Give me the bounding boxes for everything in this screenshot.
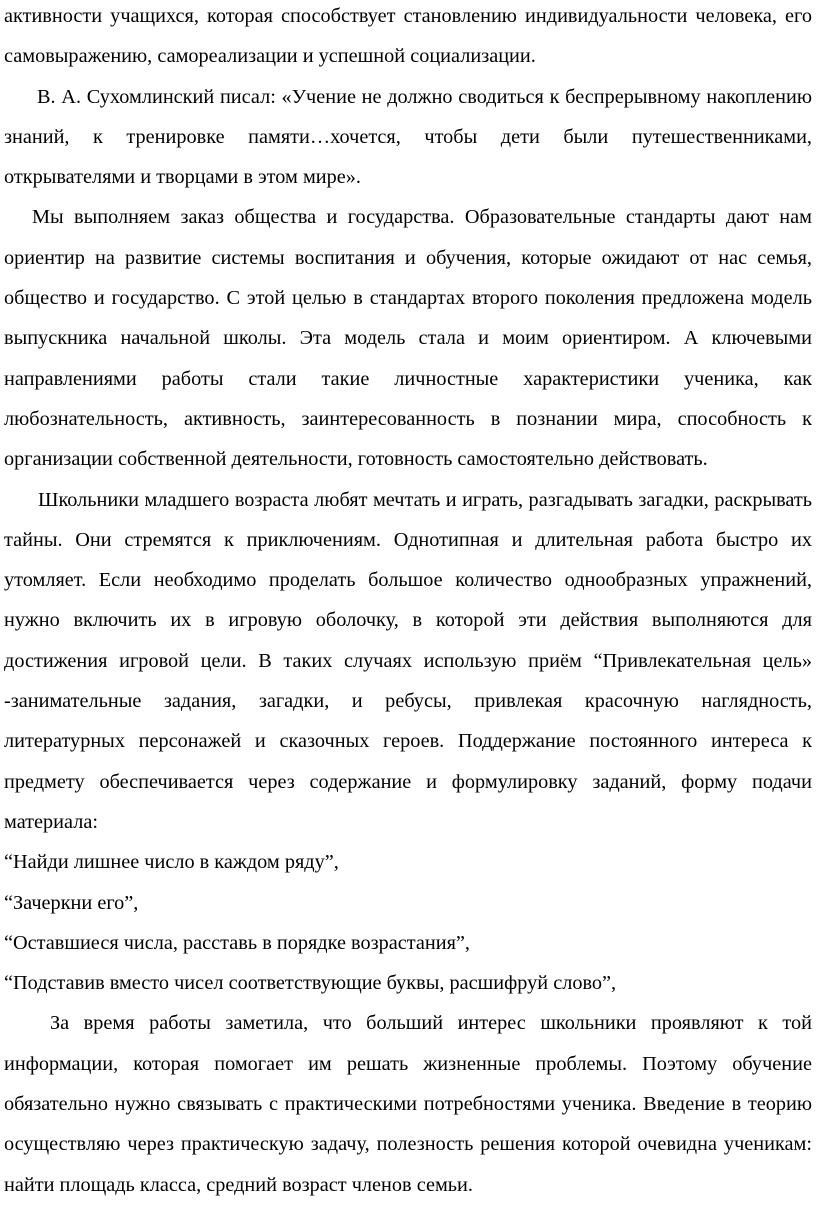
paragraph-young-schoolchildren: Школьники младшего возраста любят мечтать и играть, разгадывать загадки, раскрывать тайны. Они стремятся к приключениям. Однотипная и длительная работа быстро их утомляет. Если необходимо проделать большое количество однообразных упражнений, нужно включить их в игровую оболочку, в которой эти действия выполняются для достижения игровой цели. В таких случаях использую приём “Привлекательная цель» -занимательные задания, загадки, и ребусы, привлекая красочную наглядность, литературных персонажей и сказочных героев. Поддержание постоянного интереса к предмету обеспечивается через содержание и формулировку заданий, форму подачи материала: — [4, 488, 812, 833]
task-list-item: “Зачеркни его”, — [4, 891, 139, 914]
paragraph-socialization: активности учащихся, которая способствует становлению индивидуальности человека, его самовыражению, самореализации и успешной социализации. — [4, 5, 812, 68]
paragraph-education-standards: Мы выполняем заказ общества и государства. Образовательные стандарты дают нам ориентир на развитие системы воспитания и обучения, которые ожидают от нас семья, общество и государство. С этой целью в стандартах второго поколения предложена модель выпускника начальной школы. Эта модель стала и моим ориентиром. А ключевыми направлениями работы стали такие личностные характеристики ученика, как любознательность, активность, заинтересованность в познании мира, способность к организации собственной деятельности, готовность самостоятельно действовать. — [4, 206, 812, 471]
task-list-item: “Оставшиеся числа, расставь в порядке возрастания”, — [4, 931, 470, 954]
task-list-item: “Подставив вместо чисел соответствующие буквы, расшифруй слово”, — [4, 972, 617, 995]
task-list-item: “Найди лишнее число в каждом ряду”, — [4, 851, 339, 874]
paragraph-practical-tasks: За время работы заметила, что больший интерес школьники проявляют к той информации, которая помогает им решать жизненные проблемы. Поэтому обучение обязательно нужно связывать с практическими потребностями ученика. Введение в теорию осуществляю через практическую задачу, полезность решения которой очевидна ученикам: найти площадь класса, средний возраст членов семьи. — [4, 1012, 812, 1196]
paragraph-sukhomlinsky-quote: В. А. Сухомлинский писал: «Учение не должно сводиться к беспрерывному накоплению знаний, к тренировке памяти…хочется, чтобы дети были путешественниками, открывателями и творцами в этом мире». — [4, 85, 812, 189]
